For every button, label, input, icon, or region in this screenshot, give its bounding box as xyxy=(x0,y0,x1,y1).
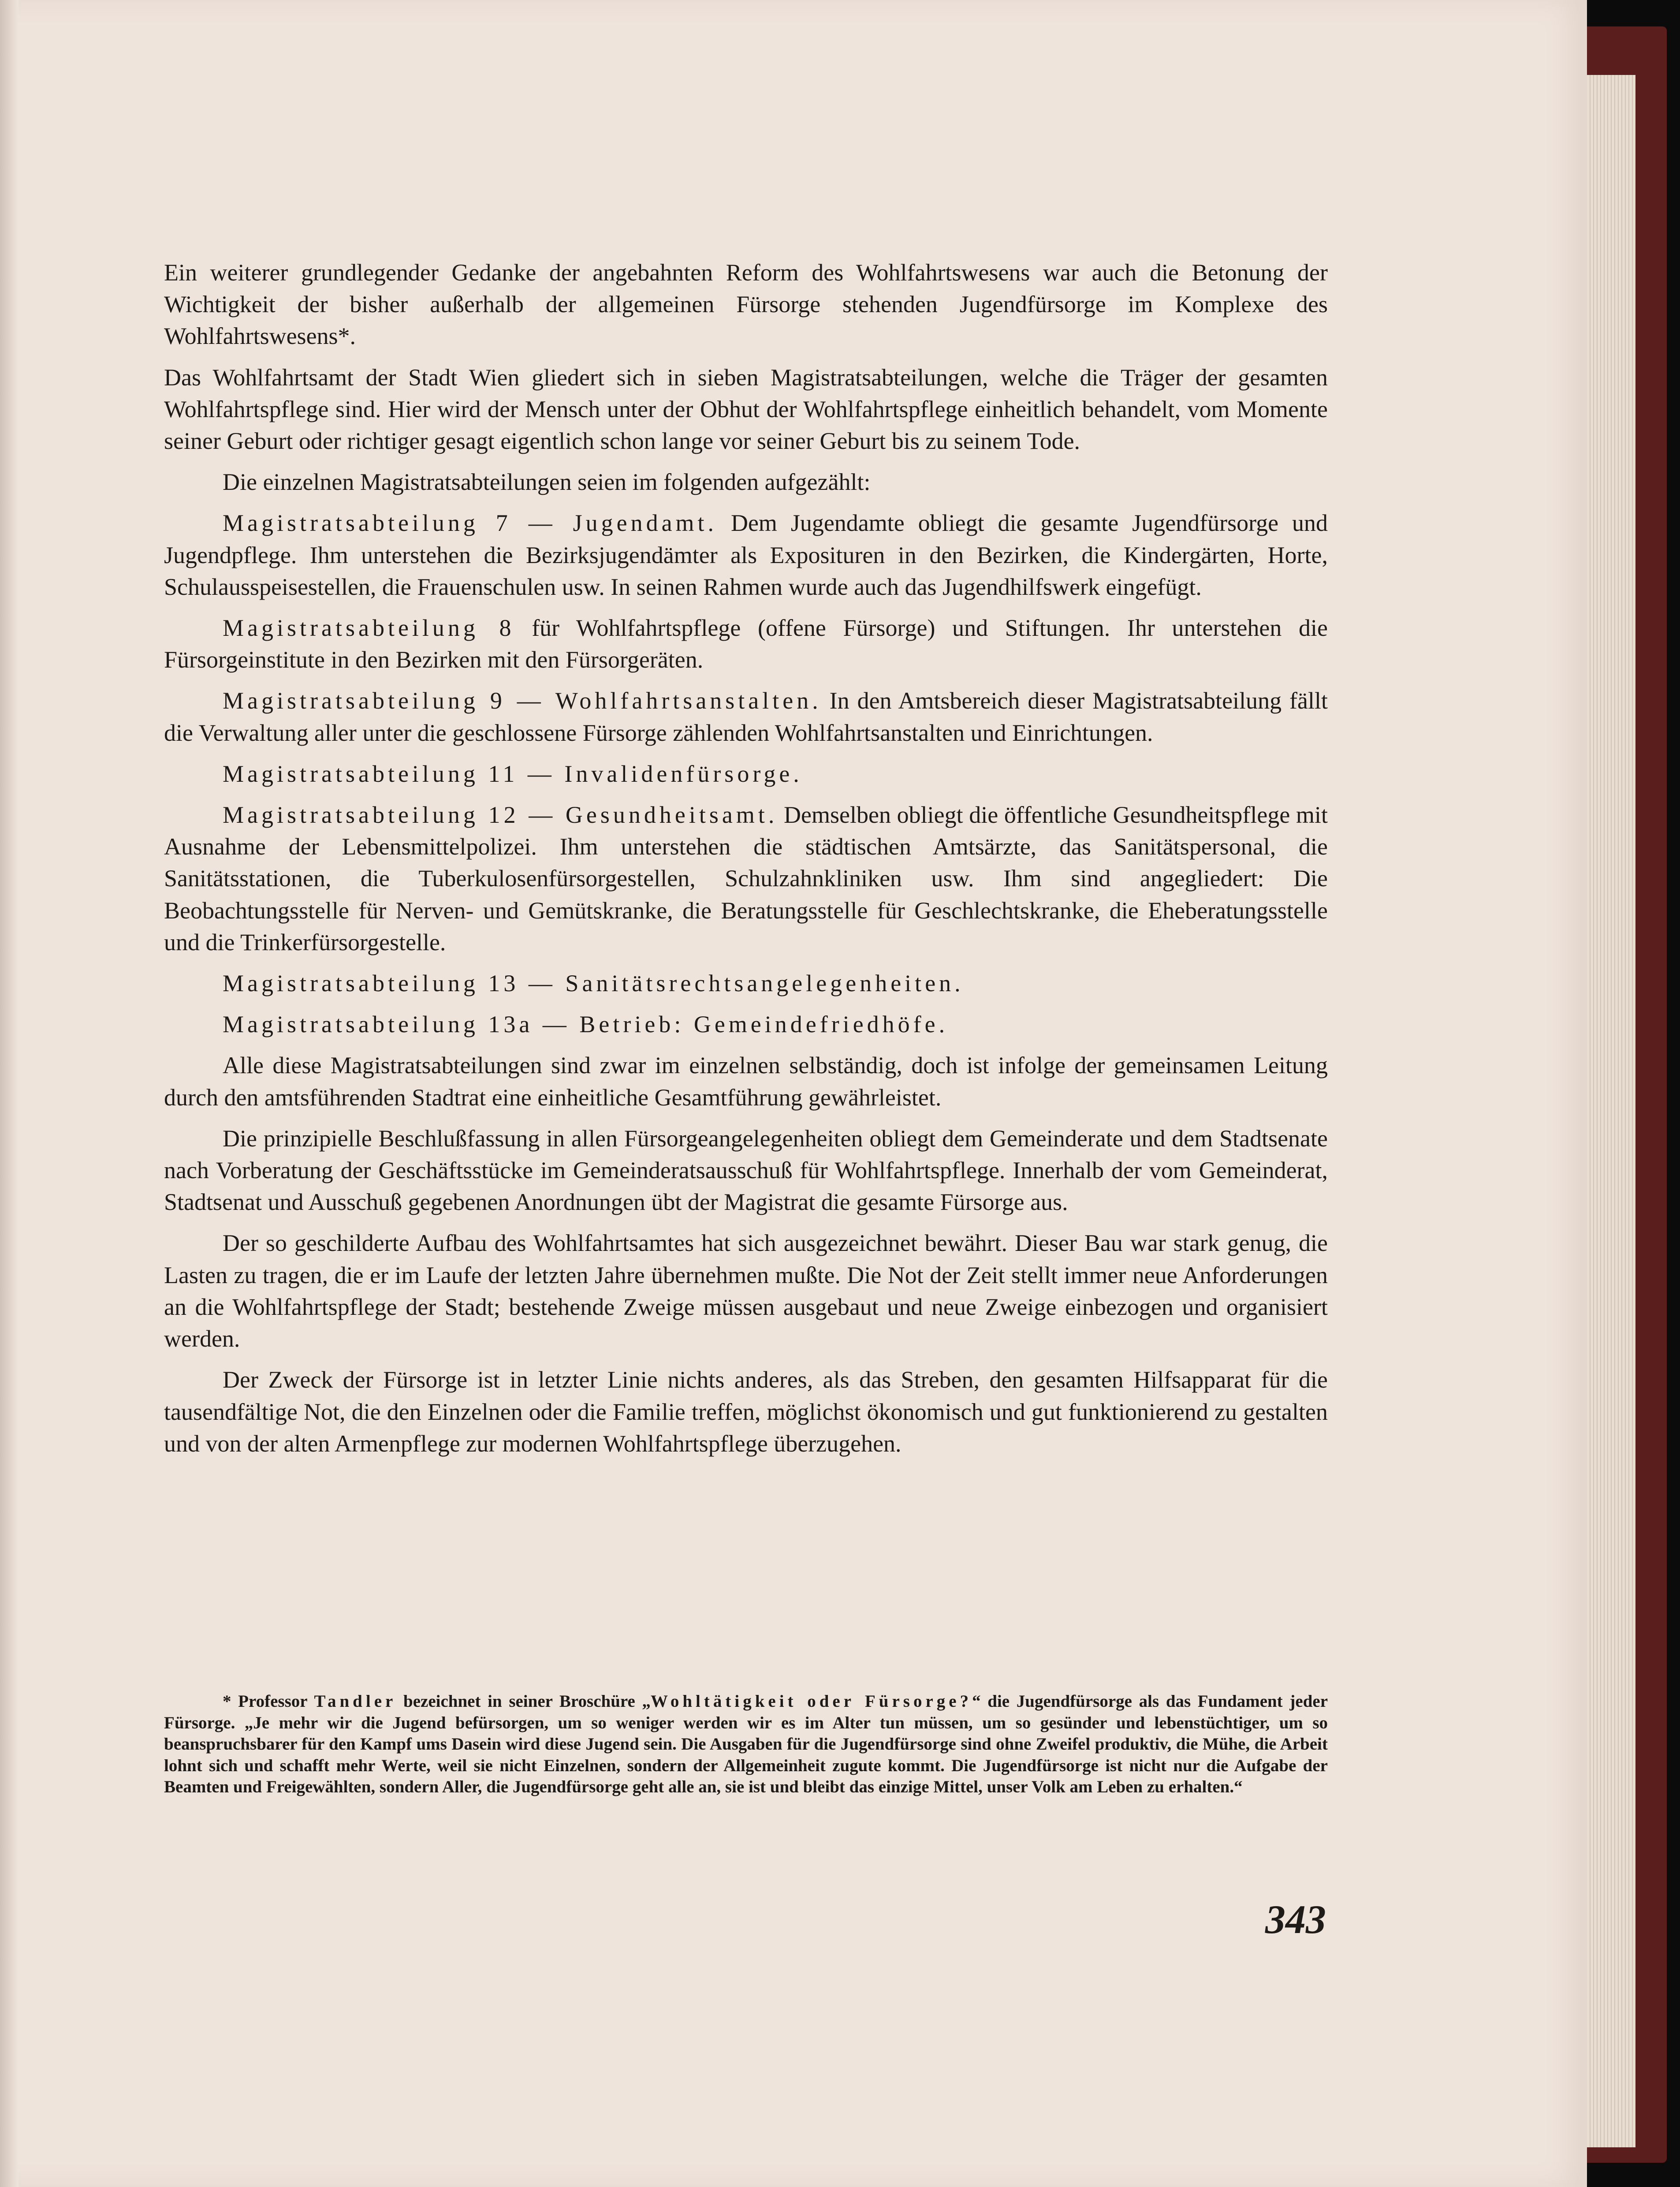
paragraph: Magistratsabteilung 8 für Wohlfahrtspflege (offene Fürsorge) und Stiftungen. Ihr unterstehen die Fürsorgeinstitute in den Bezirken mit den Fürsorgeräten. xyxy=(164,615,1328,673)
body-text xyxy=(164,257,1328,1469)
paragraph: Das Wohlfahrtsamt der Stadt Wien gliedert sich in sieben Magistratsabteilungen, welche die Träger der gesamten Wohlfahrtspflege sind. Hier wird der Mensch unter der Obhut der Wohlfahrtspflege einheitlich behandelt, vom Momente seiner Geburt oder richtiger gesagt eigentlich schon lange vor seiner Geburt bis zu seinem Tode. xyxy=(164,364,1328,455)
footnote-author: Tandler xyxy=(314,1692,397,1711)
paragraph: Der so geschilderte Aufbau des Wohlfahrtsamtes hat sich ausgezeichnet bewährt. Dieser Bau war stark genug, die Lasten zu tragen, die er im Laufe der letzten Jahre übernehmen mußte. Die Not der Zeit stellt immer neue Anforderungen an die Wohlfahrtspflege der Stadt; bestehende Zweige müssen ausgebaut und neue Zweige einbezogen und organisiert werden. xyxy=(164,1230,1328,1352)
paragraph: Die einzelnen Magistratsabteilungen seien im folgenden aufgezählt: xyxy=(223,469,871,496)
page-number: 343 xyxy=(1265,1897,1326,1942)
paragraph xyxy=(164,758,1328,790)
department-heading: Magistratsabteilung 9 — Wohlfahrtsanstalten. xyxy=(223,687,822,714)
department-heading: Magistratsabteilung 11 — Invalidenfürsorge. xyxy=(223,760,803,787)
department-heading: Magistratsabteilung 13 — Sanitätsrechtsangelegenheiten. xyxy=(223,970,964,997)
department-heading: Magistratsabteilung 8 xyxy=(223,615,515,642)
paragraph: Die prinzipielle Beschlußfassung in allen Fürsorgeangelegenheiten obliegt dem Gemeinderate und dem Stadtsenate nach Vorberatung der Geschäftsstücke im Gemeinderatsausschuß für Wohlfahrtspflege. Innerhalb der vom Gemeinderat, Stadtsenat und Ausschuß gegebenen Anordnungen übt der Magistrat die gesamte Fürsorge aus. xyxy=(164,1125,1328,1216)
paragraph: Alle diese Magistratsabteilungen sind zwar im einzelnen selbständig, doch ist infolge der gemeinsamen Leitung durch den amtsführenden Stadtrat eine einheitliche Gesamtführung gewährleistet. xyxy=(164,1052,1328,1111)
paragraph: Magistratsabteilung 7 — Jugendamt. Dem Jugendamte obliegt die gesamte Jugendfürsorge und Jugendpflege. Ihm unterstehen die Bezirksjugendämter als Exposituren in den Bezirken, die Kindergärten, Horte, Schulausspeisestellen, die Frauenschulen usw. In seinen Rahmen wurde auch das Jugendhilfswerk eingefügt. xyxy=(164,510,1328,600)
page-gutter xyxy=(0,0,19,2187)
paragraph: Ein weiterer grundlegender Gedanke der angebahnten Reform des Wohlfahrtswesens war auch die Betonung der Wichtigkeit der bisher außerhalb der allgemeinen Fürsorge stehenden Jugendfürsorge im Komplexe des Wohlfahrtswesens*. xyxy=(164,259,1328,350)
department-heading: Magistratsabteilung 13a — Betrieb: Gemeindefriedhöfe. xyxy=(223,1011,949,1038)
footnote-title: Wohltätigkeit oder Fürsorge? xyxy=(651,1692,972,1711)
paragraph xyxy=(164,967,1328,999)
department-heading: Magistratsabteilung 7 — Jugendamt. xyxy=(223,510,718,537)
paragraph: Magistratsabteilung 12 — Gesundheitsamt. Demselben obliegt die öffentliche Gesundheitspflege mit Ausnahme der Lebensmittelpolizei. Ihm unterstehen die städtischen Amtsärzte, das Sanitätspersonal, die Sanitätsstationen, die Tuberkulosenfürsorgestellen, Schulzahnkliniken usw. Ihm sind angegliedert: Die Beobachtungsstelle für Nerven- und Gemütskranke, die Beratungsstelle für Geschlechtskranke, die Eheberatungsstelle und die Trinkerfürsorgestelle. xyxy=(164,802,1328,955)
paragraph: Magistratsabteilung 9 — Wohlfahrtsanstalten. In den Amtsbereich dieser Magistratsabteilung fällt die Verwaltung aller unter die geschlossene Fürsorge zählenden Wohlfahrtsanstalten und Einrichtungen. xyxy=(164,687,1328,746)
footnote xyxy=(164,1691,1328,1798)
footnote-text: * Professor Tandler bezeichnet in seiner Broschüre „Wohltätigkeit oder Fürsorge?“ die Jugendfürsorge als das Fundament jeder Fürsorge. „Je mehr wir die Jugend befürsorgen, um so weniger werden wir es im Alter tun müssen, um so gesünder und lebenstüchtiger, um so beanspruchsbarer für den Kampf ums Dasein wird diese Jugend sein. Die Ausgaben für die Jugendfürsorge sind ohne Zweifel produktiv, die Mühe, die Arbeit lohnt sich und schafft mehr Werte, weil sie nicht Einzelnen, sondern der Allgemeinheit zugute kommt. Die Jugendfürsorge ist nicht nur die Aufgabe der Beamten und Freigewählten, sondern Aller, die Jugendfürsorge geht alle an, sie ist und bleibt das einzige Mittel, unser Volk am Leben zu erhalten.“ xyxy=(164,1692,1328,1796)
paragraph xyxy=(164,1008,1328,1040)
paragraph: Der Zweck der Fürsorge ist in letzter Linie nichts anderes, als das Streben, den gesamten Hilfsapparat für die tausendfältige Not, die den Einzelnen oder die Familie treffen, möglichst ökonomisch und gut funktionierend zu gestalten und von der alten Armenpflege zur modernen Wohlfahrtspflege überzugehen. xyxy=(164,1366,1328,1457)
department-heading: Magistratsabteilung 12 — Gesundheitsamt. xyxy=(223,802,778,829)
